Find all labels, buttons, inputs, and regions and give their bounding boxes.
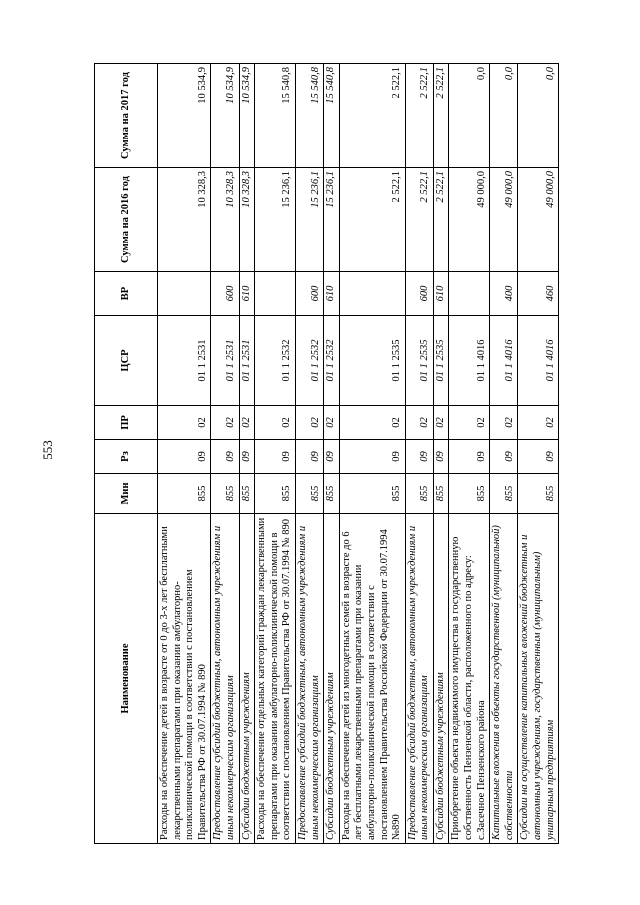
row-min-cell: 855 (324, 474, 340, 514)
row-sum-2017-cell: 2 522,1 (339, 64, 405, 168)
row-sum-2016-cell: 49 000,0 (449, 168, 490, 272)
row-csr-cell: 01 1 2531 (158, 316, 211, 406)
row-min-cell: 855 (255, 474, 296, 514)
row-name-cell: Расходы на обеспечение детей из многодетных семей в возрасте до 6 лет бесплатными лекарственными препаратами при оказании амбулаторно-поликлинической помощи в соответствии с постановлением Правительства Российской Федерации от 30.07.1994 №890 (339, 514, 405, 844)
row-sum-2017-cell: 10 534,9 (211, 64, 239, 168)
row-sum-2016-cell: 15 236,1 (295, 168, 323, 272)
row-pr-cell: 02 (490, 406, 518, 440)
row-csr-cell: 01 1 4016 (449, 316, 490, 406)
table-row (339, 64, 405, 844)
row-name-cell: Капитальные вложения в объекты государственной (муниципальной) собственности (490, 514, 518, 844)
row-sum-2017-cell: 2 522,1 (405, 64, 433, 168)
header-row (95, 64, 158, 844)
row-sum-2017-cell: 15 540,8 (295, 64, 323, 168)
table-row (211, 64, 239, 844)
row-pr-cell: 02 (211, 406, 239, 440)
row-pr-cell: 02 (405, 406, 433, 440)
col-header-min: Мин (95, 474, 158, 514)
col-header-pr: ПР (95, 406, 158, 440)
row-name-cell: Субсидии бюджетным учреждениям (324, 514, 340, 844)
row-rz-cell: 09 (324, 440, 340, 474)
row-sum-2016-cell: 49 000,0 (518, 168, 559, 272)
row-name-cell: Расходы на обеспечение отдельных категорий граждан лекарственными препаратами при оказании амбулаторно-поликлинической помощи в соответствии с постановлением Правительства РФ от 30.07.1994 № 890 (255, 514, 296, 844)
row-rz-cell: 09 (518, 440, 559, 474)
row-csr-cell: 01 1 2532 (324, 316, 340, 406)
row-vr-cell: 600 (405, 272, 433, 316)
row-sum-2016-cell: 10 328,3 (211, 168, 239, 272)
budget-table (94, 63, 559, 844)
row-rz-cell: 09 (295, 440, 323, 474)
row-csr-cell: 01 1 2532 (295, 316, 323, 406)
row-min-cell: 855 (211, 474, 239, 514)
table-row (324, 64, 340, 844)
table-row (255, 64, 296, 844)
row-pr-cell: 02 (433, 406, 449, 440)
row-vr-cell: 610 (239, 272, 255, 316)
row-csr-cell: 01 1 2532 (255, 316, 296, 406)
row-rz-cell: 09 (239, 440, 255, 474)
row-sum-2016-cell: 2 522,1 (405, 168, 433, 272)
row-rz-cell: 09 (158, 440, 211, 474)
row-sum-2016-cell: 49 000,0 (490, 168, 518, 272)
table-row (490, 64, 518, 844)
table-row (405, 64, 433, 844)
row-min-cell: 855 (295, 474, 323, 514)
row-vr-cell: 460 (518, 272, 559, 316)
table-row (295, 64, 323, 844)
row-pr-cell: 02 (449, 406, 490, 440)
page-number: 553 (39, 440, 55, 460)
row-min-cell: 855 (158, 474, 211, 514)
row-vr-cell (449, 272, 490, 316)
row-csr-cell: 01 1 4016 (490, 316, 518, 406)
col-header-sum-2016: Сумма на 2016 год (95, 168, 158, 272)
row-vr-cell (339, 272, 405, 316)
row-name-cell: Субсидии бюджетным учреждениям (433, 514, 449, 844)
row-sum-2017-cell: 0,0 (518, 64, 559, 168)
row-pr-cell: 02 (518, 406, 559, 440)
row-sum-2016-cell: 15 236,1 (324, 168, 340, 272)
table-row (449, 64, 490, 844)
row-name-cell: Субсидии на осуществление капитальных вложений бюджетным и автономным учреждениям, государственным (муниципальным) унитарным предприятиям (518, 514, 559, 844)
row-rz-cell: 09 (211, 440, 239, 474)
row-sum-2016-cell: 10 328,3 (239, 168, 255, 272)
row-pr-cell: 02 (255, 406, 296, 440)
row-min-cell: 855 (239, 474, 255, 514)
row-sum-2016-cell: 10 328,3 (158, 168, 211, 272)
row-min-cell: 855 (339, 474, 405, 514)
row-csr-cell: 01 1 2535 (339, 316, 405, 406)
row-min-cell: 855 (518, 474, 559, 514)
row-min-cell: 855 (490, 474, 518, 514)
row-rz-cell: 09 (339, 440, 405, 474)
row-sum-2017-cell: 10 534,9 (158, 64, 211, 168)
row-rz-cell: 09 (405, 440, 433, 474)
row-rz-cell: 09 (490, 440, 518, 474)
row-vr-cell (255, 272, 296, 316)
row-sum-2017-cell: 15 540,8 (324, 64, 340, 168)
row-pr-cell: 02 (295, 406, 323, 440)
col-header-name: Наименование (95, 514, 158, 844)
row-pr-cell: 02 (339, 406, 405, 440)
row-sum-2016-cell: 2 522,1 (433, 168, 449, 272)
row-rz-cell: 09 (255, 440, 296, 474)
row-csr-cell: 01 1 2535 (405, 316, 433, 406)
row-name-cell: Расходы на обеспечение детей в возрасте от 0 до 3-х лет бесплатными лекарственными препаратами при оказании амбулаторно-поликлинической помощи в соответствии с постановлением Правительства РФ от 30.07.1994 № 890 (158, 514, 211, 844)
row-sum-2016-cell: 2 522,1 (339, 168, 405, 272)
row-min-cell: 855 (433, 474, 449, 514)
col-header-vr: ВР (95, 272, 158, 316)
row-vr-cell: 610 (324, 272, 340, 316)
row-pr-cell: 02 (158, 406, 211, 440)
col-header-csr: ЦСР (95, 316, 158, 406)
col-header-rz: Рз (95, 440, 158, 474)
table-row (518, 64, 559, 844)
row-rz-cell: 09 (433, 440, 449, 474)
row-pr-cell: 02 (324, 406, 340, 440)
row-min-cell: 855 (405, 474, 433, 514)
row-vr-cell: 400 (490, 272, 518, 316)
row-rz-cell: 09 (449, 440, 490, 474)
row-name-cell: Предоставление субсидий бюджетным, автономным учреждениям и иным некоммерческим организациям (295, 514, 323, 844)
row-csr-cell: 01 1 4016 (518, 316, 559, 406)
row-sum-2017-cell: 0,0 (449, 64, 490, 168)
col-header-sum-2017: Сумма на 2017 год (95, 64, 158, 168)
row-name-cell: Предоставление субсидий бюджетным, автономным учреждениям и иным некоммерческим организациям (405, 514, 433, 844)
row-sum-2017-cell: 10 534,9 (239, 64, 255, 168)
row-sum-2016-cell: 15 236,1 (255, 168, 296, 272)
row-sum-2017-cell: 0,0 (490, 64, 518, 168)
table-row (239, 64, 255, 844)
row-sum-2017-cell: 2 522,1 (433, 64, 449, 168)
row-csr-cell: 01 1 2531 (239, 316, 255, 406)
row-vr-cell: 610 (433, 272, 449, 316)
table-row (158, 64, 211, 844)
table-body (158, 64, 559, 844)
row-name-cell: Субсидии бюджетным учреждениям (239, 514, 255, 844)
row-vr-cell (158, 272, 211, 316)
row-csr-cell: 01 1 2535 (433, 316, 449, 406)
row-min-cell: 855 (449, 474, 490, 514)
row-sum-2017-cell: 15 540,8 (255, 64, 296, 168)
row-vr-cell: 600 (295, 272, 323, 316)
row-name-cell: Предоставление субсидий бюджетным, автономным учреждениям и иным некоммерческим организациям (211, 514, 239, 844)
table-row (433, 64, 449, 844)
row-csr-cell: 01 1 2531 (211, 316, 239, 406)
row-pr-cell: 02 (239, 406, 255, 440)
row-vr-cell: 600 (211, 272, 239, 316)
rotated-table-container (94, 64, 622, 844)
row-name-cell: Приобретение объекта недвижимого имущества в государственную собственность Пензенской области, расположенного по адресу: с.Засечное Пензенского района (449, 514, 490, 844)
